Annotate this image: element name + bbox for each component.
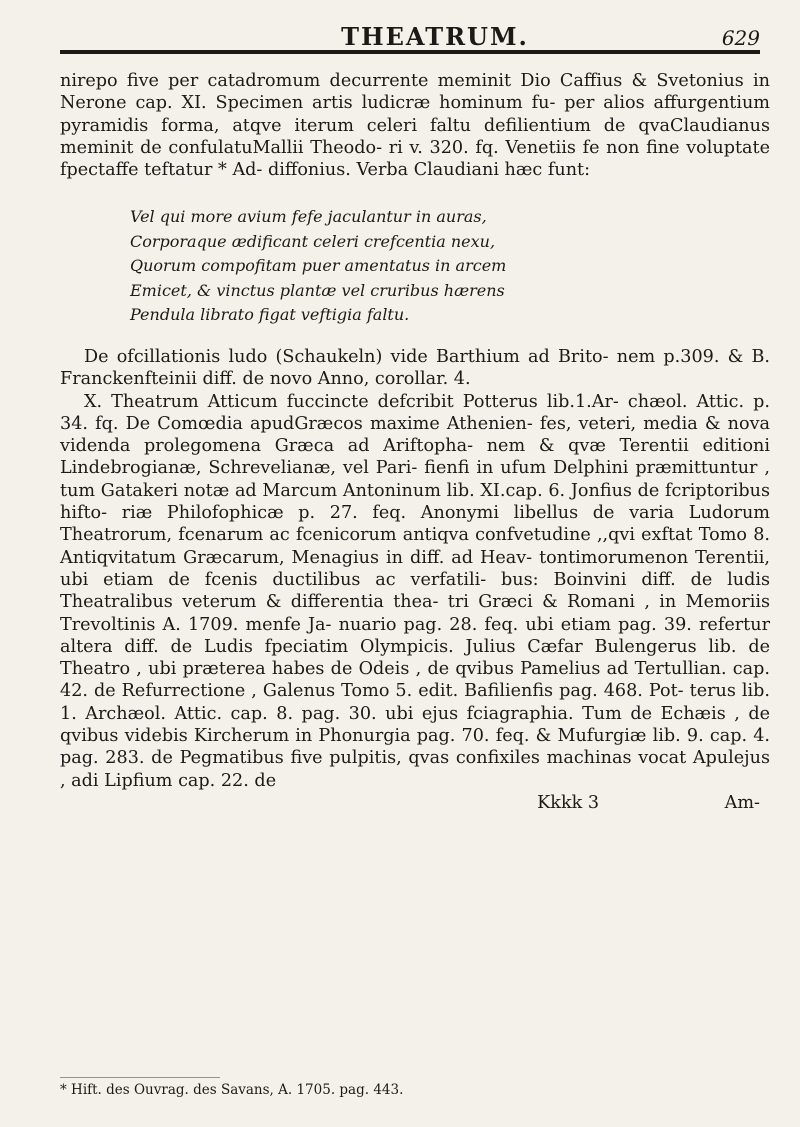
running-head: THEATRUM. [341, 22, 529, 51]
page-body [60, 70, 770, 814]
paragraph-3: X. Theatrum Atticum fuccincte defcribit Potterus lib.1.Ar- chæol. Attic. p. 34. fq. De Comœdia apudGræcos maxime Athenien- fes, veteri, media & nova videnda prolegomena Græca ad Ariftopha- nem & qvæ Terentii editioni Lindebrogianæ, Schrevelianæ, vel Pari- fienfi in ufum Delphini præmittuntur , tum Gatakeri notæ ad Marcum Antoninum lib. XI.cap. 6. Jonfius de fcriptoribus hifto- riæ Philofophicæ p. 27. feq. Anonymi libellus de varia Ludorum Theatrorum, fcenarum ac fcenicorum antiqva confvetudine ,,qvi exftat Tomo 8. Antiqvitatum Græcarum, Menagius in diff. ad Heav- tontimorumenon Terentii, ubi etiam de fcenis ductilibus ac verfatili- bus: Boinvini diff. de ludis Theatralibus veterum & differentia thea- tri Græci & Romani , in Memoriis Trevoltinis A. 1709. menfe Ja- nuario pag. 28. feq. ubi etiam pag. 39. refertur altera diff. de Ludis fpeciatim Olympicis. Julius Cæfar Bulengerus lib. de Theatro , ubi præterea habes de Odeis , de qvibus Pamelius ad Tertullian. cap. 42. de Refurrectione , Galenus Tomo 5. edit. Bafilienfis pag. 468. Pot- terus lib. 1. Archæol. Attic. cap. 8. pag. 30. ubi ejus fciagraphia. Tum de Echæis , de qvibus videbis Kircherum in Phonurgia pag. 70. feq. & Mufurgiæ lib. 9. cap. 4. pag. 283. de Pegmatibus five pulpitis, qvas confixiles machinas vocat Apulejus , adi Lipfium cap. 22. de [60, 391, 770, 791]
verse-line: Quorum compofitam puer amentatus in arcem [130, 256, 507, 276]
page-number: 629 [721, 26, 760, 50]
verse-line: Pendula librato figat veftigia faltu. [130, 305, 410, 325]
verse-line: Vel qui more avium fefe jaculantur in auras, [130, 207, 487, 227]
header-rule [60, 50, 760, 54]
catchword-line [60, 792, 770, 814]
signature-mark: Kkkk 3 [537, 792, 600, 813]
paragraph-2: De ofcillationis ludo (Schaukeln) vide Barthium ad Brito- nem p.309. & B. Franckenfteinii diff. de novo Anno, corollar. 4. [60, 346, 770, 390]
page-header [60, 22, 760, 62]
footnote: * Hift. des Ouvrag. des Savans, A. 1705. pag. 443. [60, 1082, 404, 1098]
verse-line: Emicet, & vinctus plantæ vel cruribus hærens [130, 280, 505, 300]
verse-quotation [130, 205, 770, 328]
paragraph-1: nirepo five per catadromum decurrente meminit Dio Caffius & Svetonius in Nerone cap. XI. Specimen artis ludicræ hominum fu- per alios affurgentium pyramidis forma, atqve iterum celeri faltu defilientium de qvaClaudianus meminit de confulatuMallii Theodo- ri v. 320. fq. Venetiis fe non fine voluptate fpectaffe teftatur * Ad- diffonius. Verba Claudiani hæc funt: [60, 71, 770, 181]
verse-line: Corporaque ædificant celeri crefcentia nexu, [130, 231, 496, 251]
catchword: Am- [724, 792, 760, 813]
footnote-rule [60, 1077, 220, 1078]
